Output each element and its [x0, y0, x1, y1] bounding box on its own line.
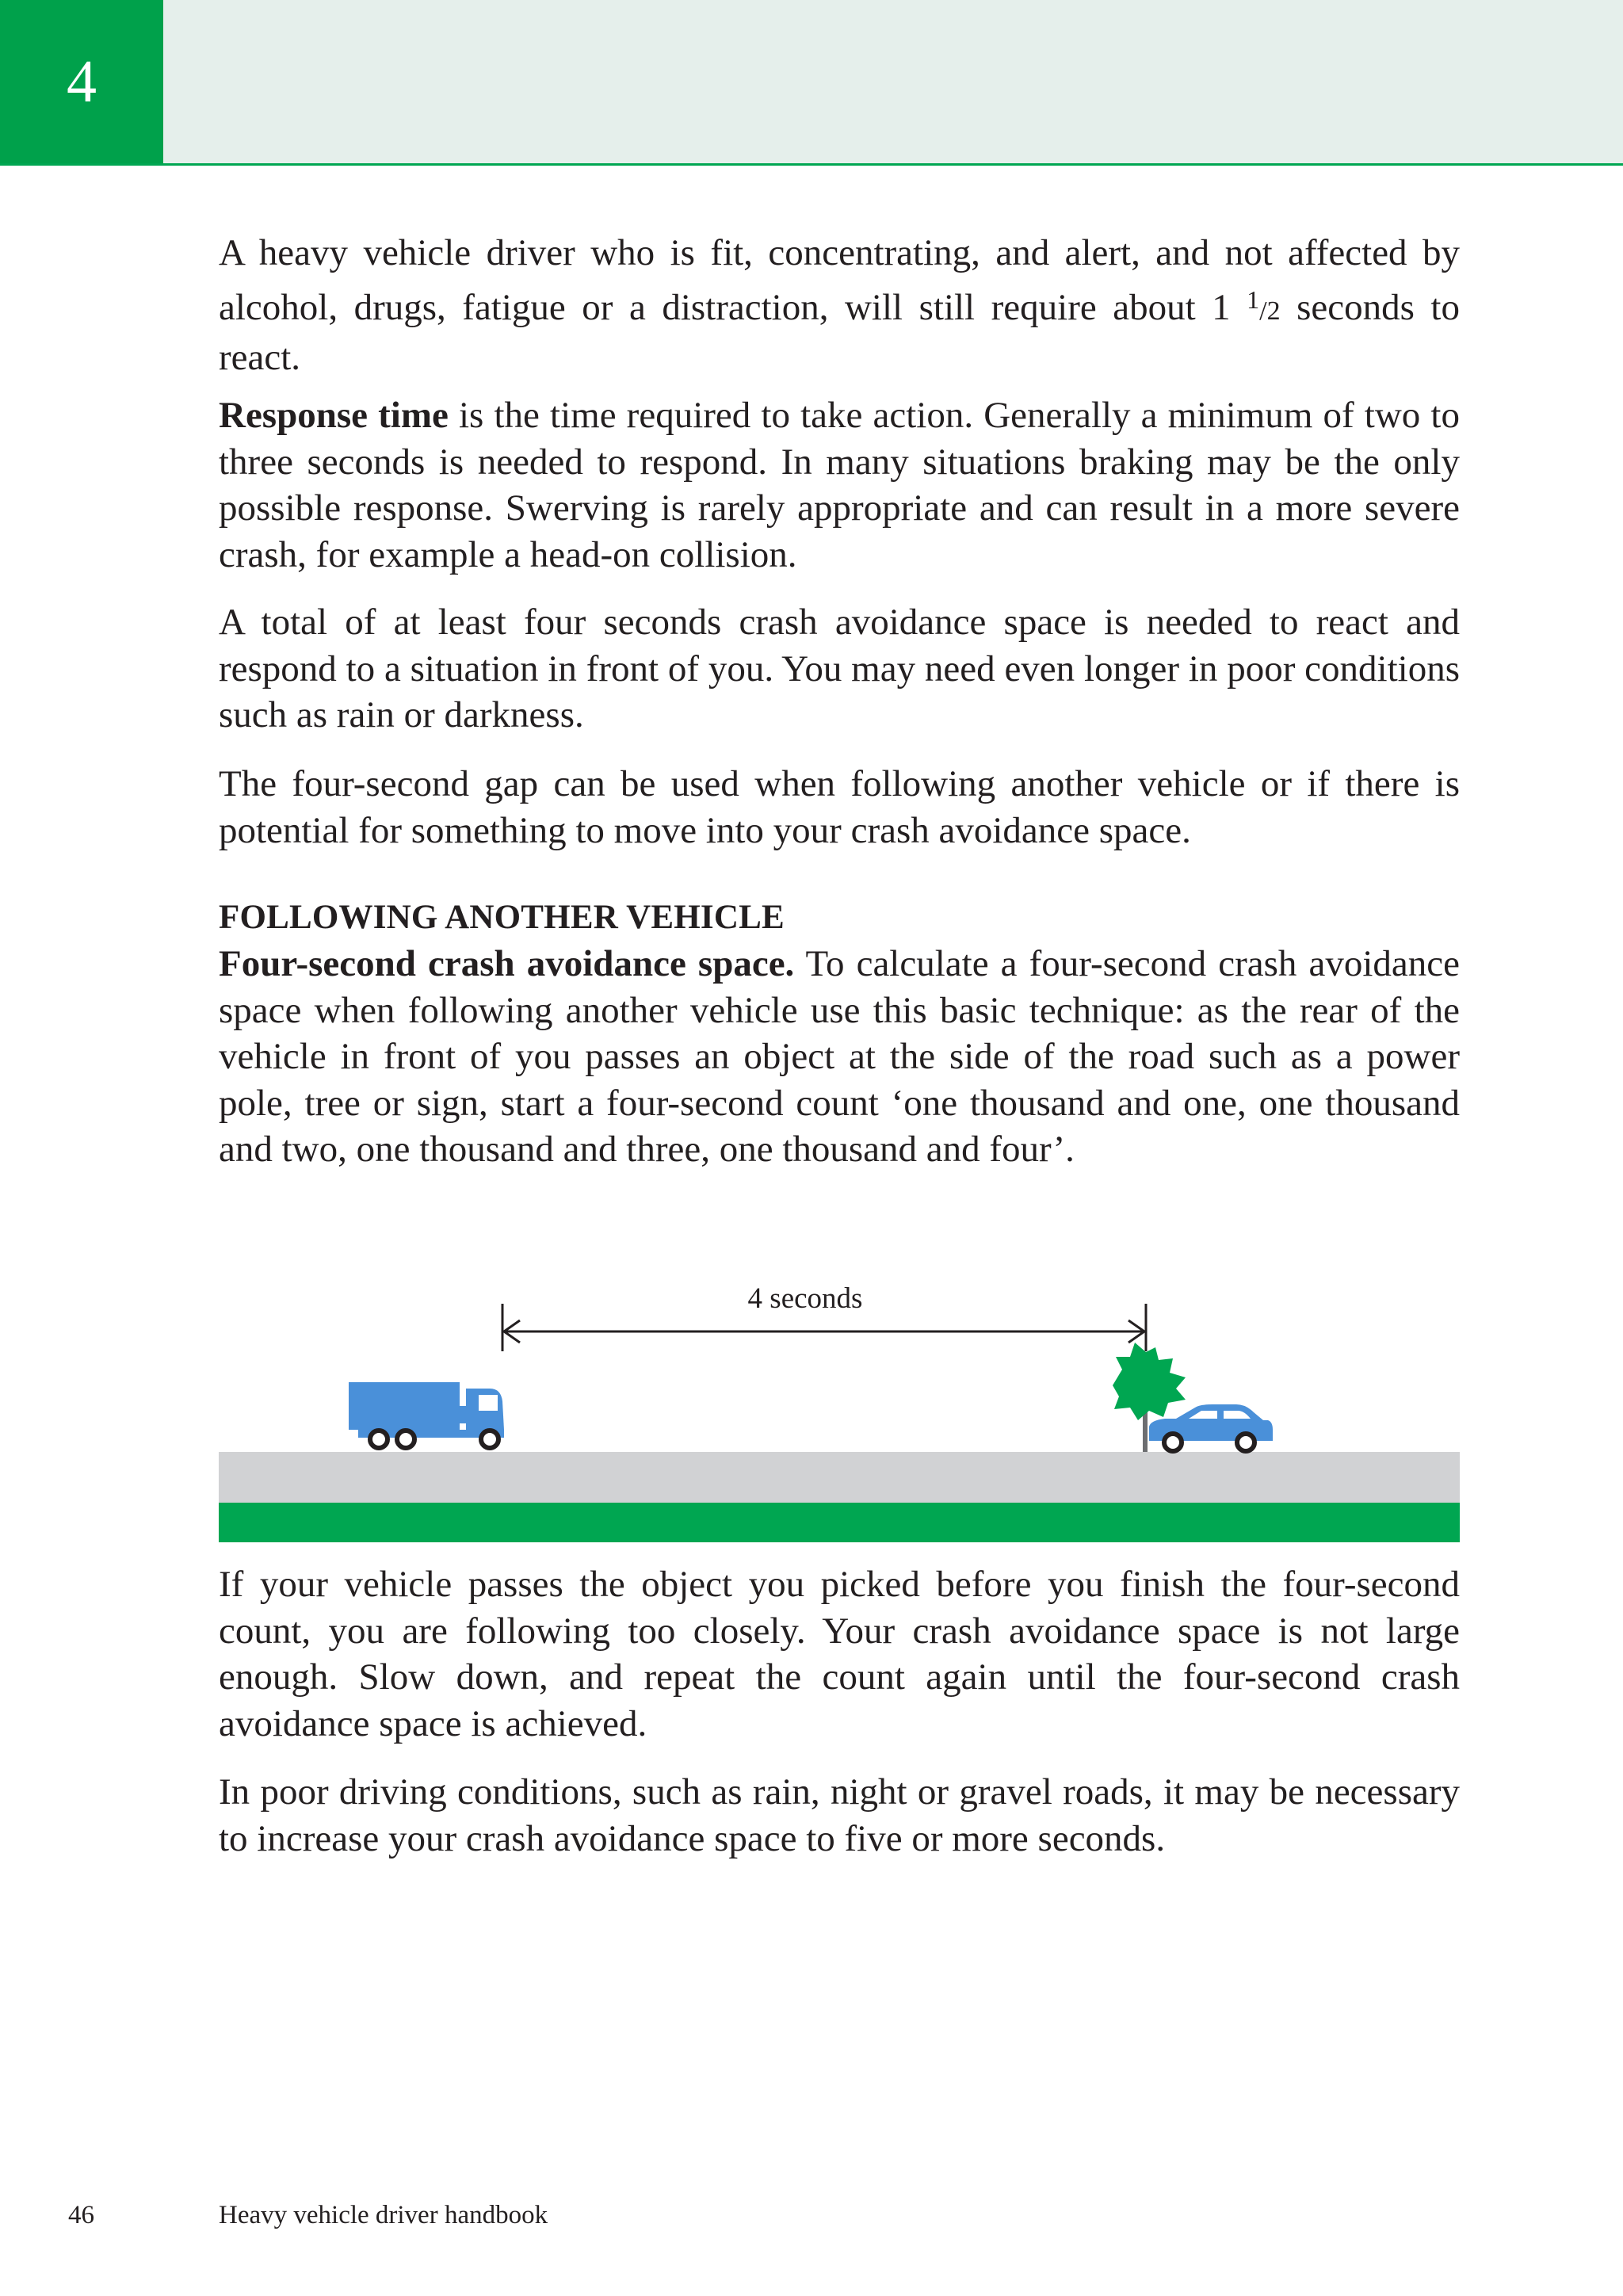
paragraph-total-time	[219, 599, 1460, 739]
term-response-time: Response time	[219, 395, 449, 436]
truck-icon	[349, 1382, 504, 1448]
car-icon	[1149, 1404, 1273, 1451]
four-second-diagram	[0, 1268, 1623, 1553]
paragraph-response-time	[219, 392, 1460, 578]
term-four-second: Four-second crash avoidance space.	[219, 943, 795, 984]
gap-label: 4 seconds	[747, 1282, 863, 1315]
section-following	[219, 895, 1460, 1173]
para1-text-end: seconds to react.	[219, 286, 1460, 378]
paragraph-poor-conditions	[219, 1769, 1460, 1862]
fraction-half: $^1$/2	[1247, 285, 1281, 326]
paragraph-reaction-time	[219, 230, 1460, 381]
page-number: 46	[68, 2201, 94, 2229]
para6-text: In poor driving conditions, such as rain, night or gravel roads, it may be necessary to increase your crash avoidance space to five or more seconds.	[219, 1771, 1460, 1859]
book-title: Heavy vehicle driver handbook	[219, 2201, 548, 2229]
para3-text: A total of at least four seconds crash avoidance space is needed to react and respond to a situation in front of you. You may need even longer in poor conditions such as rain or darkness.	[219, 602, 1460, 735]
para1-text: A heavy vehicle driver who is fit, concentrating, and alert, and not affected by alcohol, drugs, fatigue or a distraction, will still require about 1	[219, 232, 1460, 328]
para4-text: The four-second gap can be used when following another vehicle or if there is potential for something to move into your crash avoidance space.	[219, 763, 1460, 851]
paragraph-following-too-closely	[219, 1561, 1460, 1747]
header-band	[0, 0, 1623, 166]
section-heading: FOLLOWING ANOTHER VEHICLE	[219, 899, 785, 936]
chapter-number: 4	[0, 0, 163, 163]
para5-text: If your vehicle passes the object you picked before you finish the four-second count, you are following too closely. Your crash avoidance space is not large enough. Slow down, and repeat the count again until the four-second crash avoidance space is achieved.	[219, 1564, 1460, 1744]
para2-text: is the time required to take action. Generally a minimum of two to three seconds is needed to respond. In many situations braking may be the only possible response. Swerving is rarely appropriate and can result in a more severe crash, for example a head-on collision.	[219, 395, 1460, 575]
paragraph-four-second-gap	[219, 761, 1460, 854]
section-lead-text: To calculate a four-second crash avoidance space when following another vehicle use this basic technique: as the rear of the vehicle in front of you passes an object at the side of the road such as a power pole, tree or sign, start a four-second count ‘one thousand and one, one thousand and two, one thousand and three, one thousand and four’.	[219, 943, 1460, 1170]
